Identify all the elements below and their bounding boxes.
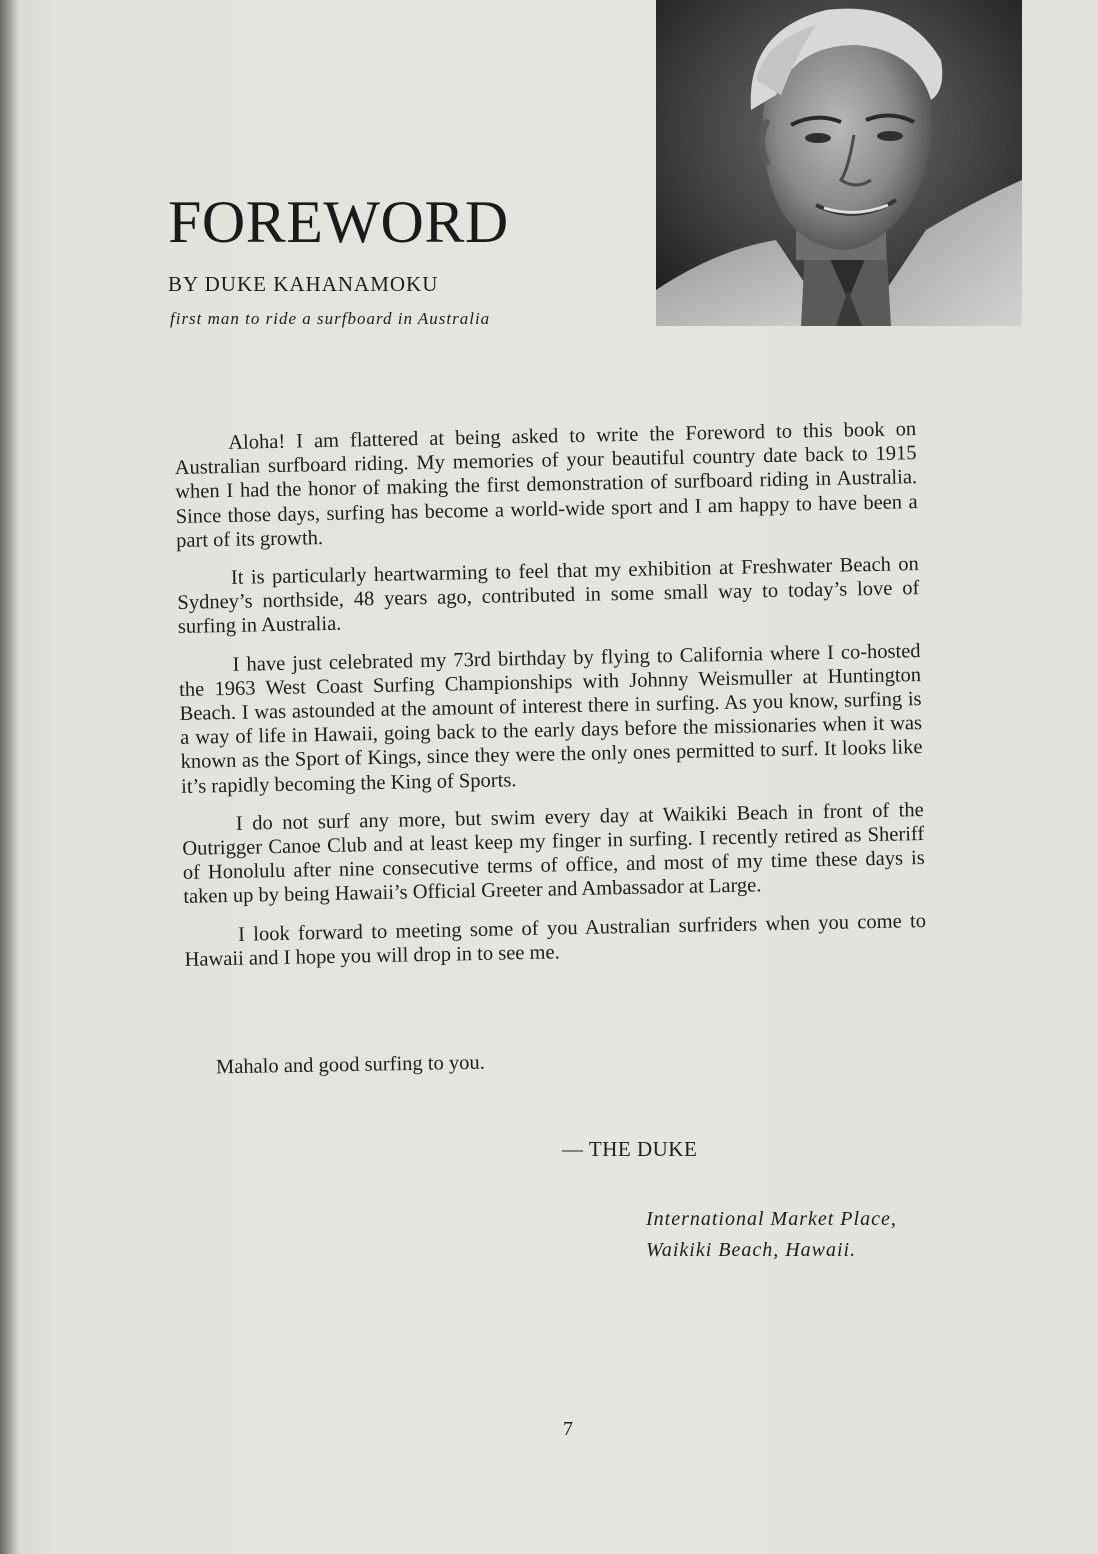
page-title: FOREWORD <box>168 189 509 255</box>
signature: — THE DUKE <box>562 1137 698 1161</box>
author-byline: BY DUKE KAHANAMOKU <box>168 272 439 296</box>
paragraph: Aloha! I am flattered at being asked to write the Foreword to this book on Australian surfboard riding. My memories of your beautiful country date back to 1915 when I had the honor of making the first demonstration of surfboard riding in Australia. Since those days, surfing has become a world-wide sport and I am happy to have been a part of its growth. <box>174 418 918 552</box>
page-number: 7 <box>563 1418 573 1440</box>
portrait-illustration <box>656 0 1022 326</box>
portrait-photo <box>656 0 1022 326</box>
foreword-body <box>174 417 927 986</box>
location-block <box>646 1204 897 1266</box>
location-line-1: International Market Place, <box>646 1208 897 1230</box>
paragraph: It is particularly heartwarming to feel that my exhibition at Freshwater Beach on Sydney’s northside, 48 years ago, contributed in some small way to today’s love of surfing in Australia. <box>177 553 920 639</box>
location-line-2: Waikiki Beach, Hawaii. <box>646 1239 857 1261</box>
spine-shadow <box>0 0 18 1554</box>
paragraph: I do not surf any more, but swim every day at Waikiki Beach in front of the Outrigger Canoe Club and at least keep my finger in surfing. I recently retired as Sheriff of Honolulu after nine consecutive terms of office, and most of my time these days is taken up by being Hawaii’s Official Greeter and Ambassador at Large. <box>182 798 925 909</box>
author-subtitle: first man to ride a surfboard in Australia <box>170 309 491 328</box>
paragraph: I look forward to meeting some of you Australian surfriders when you come to Hawaii and I hope you will drop in to see me. <box>184 909 927 971</box>
closing-line: Mahalo and good surfing to you. <box>215 1051 485 1079</box>
paragraph: I have just celebrated my 73rd birthday by flying to California where I co-hosted the 1963 West Coast Surfing Championships with Johnny Weismuller at Huntington Beach. I was astounded at the amount of interest there in surfing. As you know, surfing is a way of life in Hawaii, going back to the early days before the missionaries when it was known as the Sport of Kings, since they were the only ones permitted to surf. It looks like it’s rapidly becoming the King of Sports. <box>178 639 923 798</box>
